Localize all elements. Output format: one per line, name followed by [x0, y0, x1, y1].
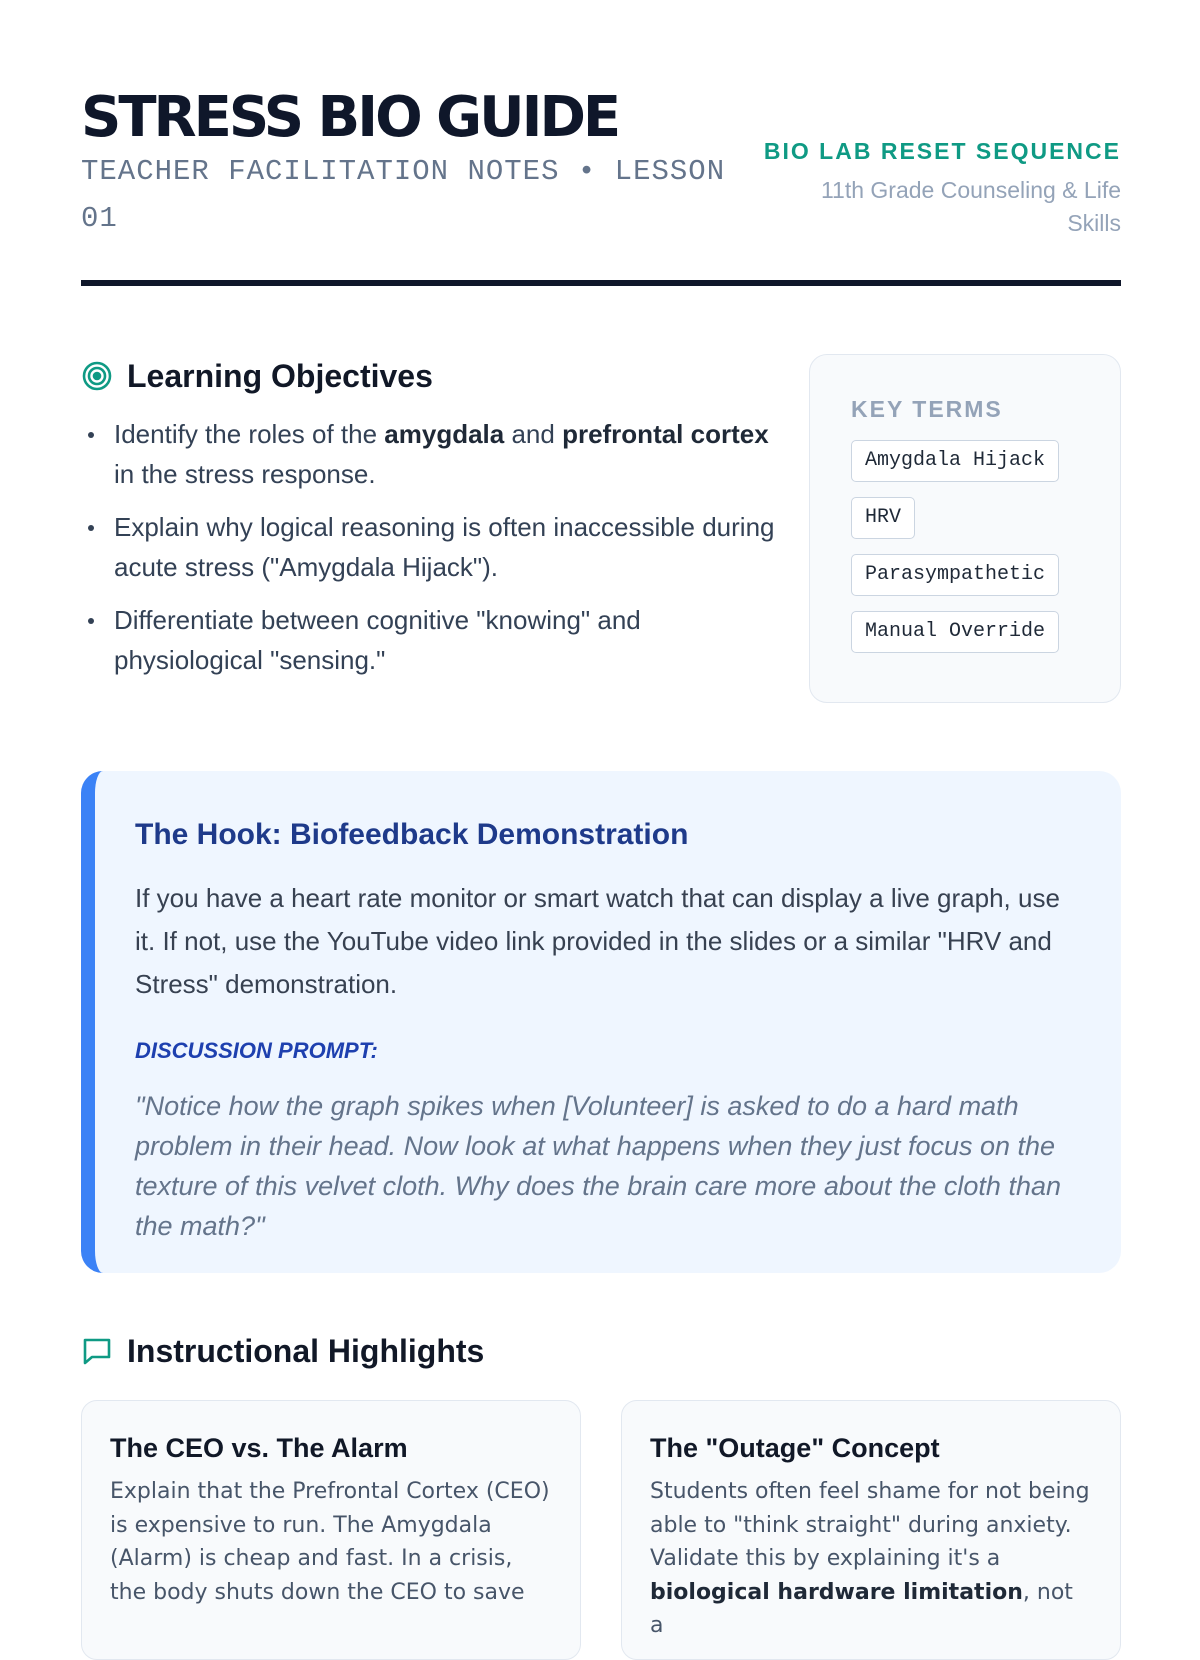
message-square-icon: [81, 1335, 113, 1367]
instructional-highlights: [81, 1325, 1121, 1638]
card-text: Students often feel shame for not being able to "think straight" during anxiety. Validate this by explaining it's a: [650, 1479, 1090, 1571]
hook-body: If you have a heart rate monitor or smart watch that can display a live graph, use it. If not, use the YouTube video link provided in the slides or a similar "HRV and Stress" demonstration.: [135, 883, 1060, 999]
highlight-card-body: Explain that the Prefrontal Cortex (CEO) is expensive to run. The Amygdala (Alarm) is cheap and fast. In a crisis, the body shuts down the CEO to save: [110, 1479, 550, 1605]
highlight-card-title: The "Outage" Concept: [650, 1433, 940, 1463]
highlights-header: [81, 1325, 1121, 1377]
discussion-prompt: "Notice how the graph spikes when [Volunteer] is asked to do a hard math problem in their head. Now look at what happens when they just focus on the texture of this velvet cloth. Why does the brain care more about the cloth than the math?": [135, 1091, 1062, 1241]
objectives-heading: Learning Objectives: [127, 357, 433, 394]
key-terms-panel: [809, 354, 1121, 703]
header-divider: [81, 280, 1121, 286]
hook-callout: [81, 771, 1121, 1273]
highlight-card-title: The CEO vs. The Alarm: [110, 1433, 408, 1463]
objective-text: in the stress response.: [114, 459, 376, 489]
page-subtitle: TEACHER FACILITATION NOTES • LESSON 01: [81, 155, 726, 235]
objective-item: [81, 414, 781, 494]
highlight-card-body: [650, 1475, 1092, 1643]
objective-term: prefrontal cortex: [562, 419, 769, 449]
card-emphasis: biological hardware limitation: [650, 1579, 1023, 1605]
key-term-tag: Amygdala Hijack: [851, 440, 1059, 482]
objective-term: amygdala: [384, 419, 505, 449]
key-term-tag: HRV: [851, 497, 915, 539]
objectives-list: [81, 414, 781, 680]
grade-label: 11th Grade Counseling & Life Skills: [820, 177, 1121, 236]
objective-item: Differentiate between cognitive "knowing" and physiological "sensing.": [81, 600, 781, 680]
target-icon: [81, 360, 113, 392]
hook-title: The Hook: Biofeedback Demonstration: [135, 818, 689, 851]
page-title: STRESS BIO GUIDE: [81, 85, 619, 150]
highlights-heading: Instructional Highlights: [127, 1332, 485, 1369]
discussion-prompt-label: DISCUSSION PROMPT:: [135, 1038, 378, 1063]
objective-text: and: [504, 419, 563, 449]
objective-item: Explain why logical reasoning is often inaccessible during acute stress ("Amygdala Hijack").: [81, 507, 781, 587]
key-terms-label: KEY TERMS: [851, 396, 1003, 422]
objectives-header: [81, 350, 781, 402]
card-text: , not a: [650, 1579, 1073, 1638]
page: [81, 0, 1121, 1638]
learning-objectives: [81, 350, 781, 693]
header: [81, 82, 1121, 282]
highlight-card: [81, 1400, 581, 1660]
sequence-label: BIO LAB RESET SEQUENCE: [763, 138, 1121, 164]
highlight-card: [621, 1400, 1121, 1660]
key-term-tag: Parasympathetic: [851, 554, 1059, 596]
objective-text: Identify the roles of the: [114, 419, 385, 449]
key-term-tag: Manual Override: [851, 611, 1059, 653]
